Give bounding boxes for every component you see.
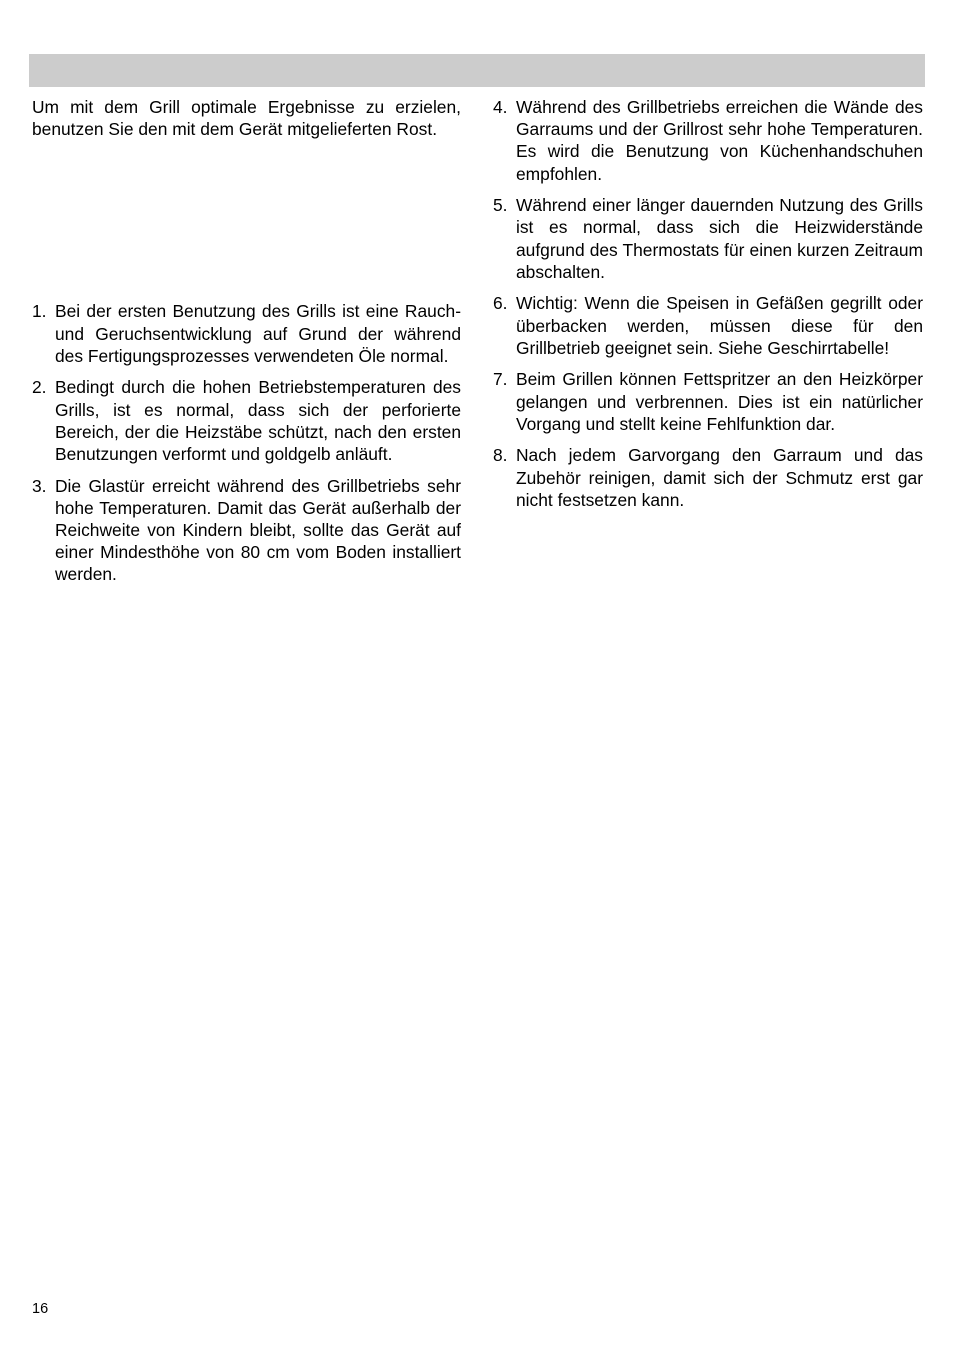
right-column: [493, 96, 923, 520]
section-header-bar: [29, 54, 925, 87]
list-item-text: Bedingt durch die hohen Betriebstemperaturen des Grills, ist es normal, dass sich der perforierte Bereich, der die Heizstäbe schützt, nach den ersten Benutzungen verformt und goldgelb anläuft.: [55, 377, 461, 465]
list-item-number: 8.: [493, 445, 508, 466]
intro-paragraph: Um mit dem Grill optimale Ergebnisse zu erzielen, benutzen Sie den mit dem Gerät mitgelieferten Rost.: [32, 97, 461, 140]
list-item-number: 5.: [493, 195, 508, 216]
list-item-text: Nach jedem Garvorgang den Garraum und das Zubehör reinigen, damit sich der Schmutz erst gar nicht festsetzen kann.: [516, 445, 923, 510]
list-item-number: 7.: [493, 369, 508, 390]
list-item-number: 2.: [32, 377, 47, 398]
list-item-text: Wichtig: Wenn die Speisen in Gefäßen gegrillt oder überbacken werden, müssen diese für den Grillbetrieb geeignet sein. Siehe Geschirrtabelle!: [516, 293, 923, 358]
list-item: [493, 292, 923, 359]
left-column: [32, 96, 461, 595]
list-item: [493, 368, 923, 435]
list-item: [32, 376, 461, 465]
list-item-text: Die Glastür erreicht während des Grillbetriebs sehr hohe Temperaturen. Damit das Gerät außerhalb der Reichweite von Kindern bleibt, sollte das Gerät auf einer Mindesthöhe von 80 cm vom Boden installiert werden.: [55, 475, 461, 585]
list-item-number: 4.: [493, 97, 508, 117]
list-item-number: 6.: [493, 293, 508, 314]
list-item: [493, 444, 923, 511]
list-item: [493, 96, 923, 185]
list-item: [32, 300, 461, 367]
numbered-list-left: [32, 300, 461, 585]
numbered-list-right: [493, 96, 923, 511]
blank-space: [32, 140, 461, 300]
list-item-text: Bei der ersten Benutzung des Grills ist eine Rauch- und Geruchsentwicklung auf Grund der während des Fertigungsprozesses verwendeten Öle normal.: [55, 301, 461, 366]
list-item-text: Beim Grillen können Fettspritzer an den Heizkörper gelangen und verbrennen. Dies ist ein natürlicher Vorgang und stellt keine Fehlfunktion dar.: [516, 369, 923, 434]
list-item: [493, 194, 923, 283]
list-item-number: 1.: [32, 301, 47, 322]
page-number: 16: [32, 1301, 49, 1317]
list-item-text: Während einer länger dauernden Nutzung des Grills ist es normal, dass sich die Heizwiderstände aufgrund des Thermostats für einen kurzen Zeitraum abschalten.: [516, 195, 923, 282]
list-item-text: Während des Grillbetriebs erreichen die Wände des Garraums und der Grillrost sehr hohe Temperaturen. Es wird die Benutzung von Küchenhandschuhen empfohlen.: [516, 97, 923, 184]
list-item: [32, 475, 461, 586]
list-item-number: 3.: [32, 475, 47, 496]
